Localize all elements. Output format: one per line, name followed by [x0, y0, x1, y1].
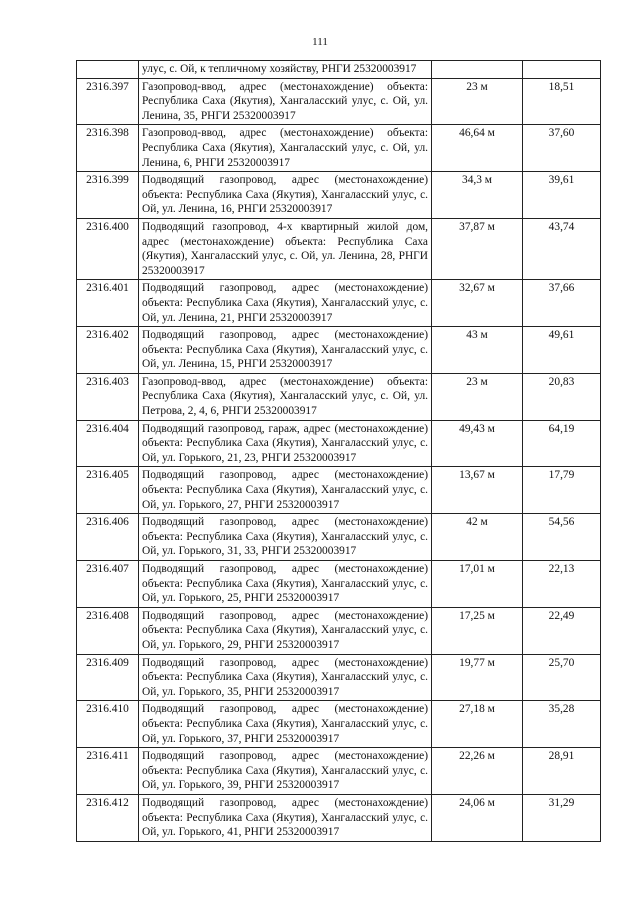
table-row — [77, 218, 601, 279]
row-number-cell: 2316.405 — [77, 467, 139, 514]
value-cell: 28,91 — [523, 748, 601, 795]
row-number-cell: 2316.397 — [77, 78, 139, 125]
table-row — [77, 794, 601, 841]
object-description-cell: Подводящий газопровод, адрес (местонахождение) объекта: Республика Саха (Якутия), Хангаласский улус, с. Ой, ул. Ленина, 21, РНГИ 25320003917 — [139, 280, 432, 327]
table-row — [77, 327, 601, 374]
object-description-cell: Подводящий газопровод, адрес (местонахождение) объекта: Республика Саха (Якутия), Хангаласский улус, с. Ой, ул. Горького, 37, РНГИ 25320003917 — [139, 701, 432, 748]
length-cell: 13,67 м — [432, 467, 523, 514]
length-cell: 19,77 м — [432, 654, 523, 701]
row-number-cell: 2316.403 — [77, 373, 139, 420]
property-table — [76, 60, 601, 842]
length-cell — [432, 61, 523, 79]
property-table-body — [77, 61, 601, 842]
row-number-cell: 2316.398 — [77, 125, 139, 172]
table-row — [77, 373, 601, 420]
object-description-cell: Газопровод-ввод, адрес (местонахождение) объекта: Республика Саха (Якутия), Хангаласский улус, с. Ой, ул. Ленина, 6, РНГИ 25320003917 — [139, 125, 432, 172]
value-cell: 39,61 — [523, 172, 601, 219]
object-description-cell: Подводящий газопровод, адрес (местонахождение) объекта: Республика Саха (Якутия), Хангаласский улус, с. Ой, ул. Ленина, 15, РНГИ 25320003917 — [139, 327, 432, 374]
length-cell: 17,01 м — [432, 561, 523, 608]
value-cell: 64,19 — [523, 420, 601, 467]
object-description-cell: Газопровод-ввод, адрес (местонахождение) объекта: Республика Саха (Якутия), Хангаласский улус, с. Ой, ул. Ленина, 35, РНГИ 25320003917 — [139, 78, 432, 125]
value-cell: 43,74 — [523, 218, 601, 279]
length-cell: 27,18 м — [432, 701, 523, 748]
object-description-cell: Подводящий газопровод, адрес (местонахождение) объекта: Республика Саха (Якутия), Хангаласский улус, с. Ой, ул. Горького, 31, 33, РНГИ 25320003917 — [139, 514, 432, 561]
object-description-cell: Подводящий газопровод, адрес (местонахождение) объекта: Республика Саха (Якутия), Хангаласский улус, с. Ой, ул. Горького, 39, РНГИ 25320003917 — [139, 748, 432, 795]
object-description-cell: Подводящий газопровод, 4-х квартирный жилой дом, адрес (местонахождение) объекта: Республика Саха (Якутия), Хангаласский улус, с. Ой, ул. Ленина, 28, РНГИ 25320003917 — [139, 218, 432, 279]
object-description-cell: Подводящий газопровод, адрес (местонахождение) объекта: Республика Саха (Якутия), Хангаласский улус, с. Ой, ул. Горького, 27, РНГИ 25320003917 — [139, 467, 432, 514]
table-row — [77, 125, 601, 172]
length-cell: 43 м — [432, 327, 523, 374]
object-description-cell: улус, с. Ой, к тепличному хозяйству, РНГИ 25320003917 — [139, 61, 432, 79]
value-cell: 25,70 — [523, 654, 601, 701]
length-cell: 23 м — [432, 78, 523, 125]
object-description-cell: Подводящий газопровод, адрес (местонахождение) объекта: Республика Саха (Якутия), Хангаласский улус, с. Ой, ул. Горького, 35, РНГИ 25320003917 — [139, 654, 432, 701]
table-row — [77, 280, 601, 327]
row-number-cell: 2316.411 — [77, 748, 139, 795]
row-number-cell: 2316.401 — [77, 280, 139, 327]
value-cell: 35,28 — [523, 701, 601, 748]
table-row — [77, 172, 601, 219]
row-number-cell: 2316.400 — [77, 218, 139, 279]
row-number-cell: 2316.407 — [77, 561, 139, 608]
object-description-cell: Подводящий газопровод, адрес (местонахождение) объекта: Республика Саха (Якутия), Хангаласский улус, с. Ой, ул. Ленина, 16, РНГИ 25320003917 — [139, 172, 432, 219]
length-cell: 42 м — [432, 514, 523, 561]
row-number-cell: 2316.402 — [77, 327, 139, 374]
table-row — [77, 467, 601, 514]
length-cell: 46,64 м — [432, 125, 523, 172]
value-cell: 37,66 — [523, 280, 601, 327]
value-cell: 22,49 — [523, 607, 601, 654]
row-number-cell: 2316.412 — [77, 794, 139, 841]
table-row — [77, 420, 601, 467]
row-number-cell: 2316.406 — [77, 514, 139, 561]
object-description-cell: Газопровод-ввод, адрес (местонахождение) объекта: Республика Саха (Якутия), Хангаласский улус, с. Ой, ул. Петрова, 2, 4, 6, РНГИ 25320003917 — [139, 373, 432, 420]
length-cell: 23 м — [432, 373, 523, 420]
length-cell: 34,3 м — [432, 172, 523, 219]
value-cell: 54,56 — [523, 514, 601, 561]
row-number-cell: 2316.409 — [77, 654, 139, 701]
table-row — [77, 561, 601, 608]
row-number-cell: 2316.410 — [77, 701, 139, 748]
row-number-cell: 2316.399 — [77, 172, 139, 219]
table-row — [77, 61, 601, 79]
row-number-cell — [77, 61, 139, 79]
table-row — [77, 748, 601, 795]
object-description-cell: Подводящий газопровод, адрес (местонахождение) объекта: Республика Саха (Якутия), Хангаласский улус, с. Ой, ул. Горького, 25, РНГИ 25320003917 — [139, 561, 432, 608]
page-number: 111 — [312, 36, 328, 48]
table-row — [77, 78, 601, 125]
length-cell: 32,67 м — [432, 280, 523, 327]
length-cell: 22,26 м — [432, 748, 523, 795]
object-description-cell: Подводящий газопровод, адрес (местонахождение) объекта: Республика Саха (Якутия), Хангаласский улус, с. Ой, ул. Горького, 41, РНГИ 25320003917 — [139, 794, 432, 841]
value-cell: 17,79 — [523, 467, 601, 514]
table-row — [77, 607, 601, 654]
row-number-cell: 2316.408 — [77, 607, 139, 654]
value-cell — [523, 61, 601, 79]
table-row — [77, 654, 601, 701]
row-number-cell: 2316.404 — [77, 420, 139, 467]
value-cell: 18,51 — [523, 78, 601, 125]
value-cell: 31,29 — [523, 794, 601, 841]
object-description-cell: Подводящий газопровод, адрес (местонахождение) объекта: Республика Саха (Якутия), Хангаласский улус, с. Ой, ул. Горького, 29, РНГИ 25320003917 — [139, 607, 432, 654]
value-cell: 37,60 — [523, 125, 601, 172]
value-cell: 22,13 — [523, 561, 601, 608]
length-cell: 17,25 м — [432, 607, 523, 654]
length-cell: 37,87 м — [432, 218, 523, 279]
object-description-cell: Подводящий газопровод, гараж, адрес (местонахождение) объекта: Республика Саха (Якутия), Хангаласский улус, с. Ой, ул. Горького, 21, 23, РНГИ 25320003917 — [139, 420, 432, 467]
value-cell: 49,61 — [523, 327, 601, 374]
length-cell: 24,06 м — [432, 794, 523, 841]
table-row — [77, 701, 601, 748]
length-cell: 49,43 м — [432, 420, 523, 467]
value-cell: 20,83 — [523, 373, 601, 420]
table-row — [77, 514, 601, 561]
